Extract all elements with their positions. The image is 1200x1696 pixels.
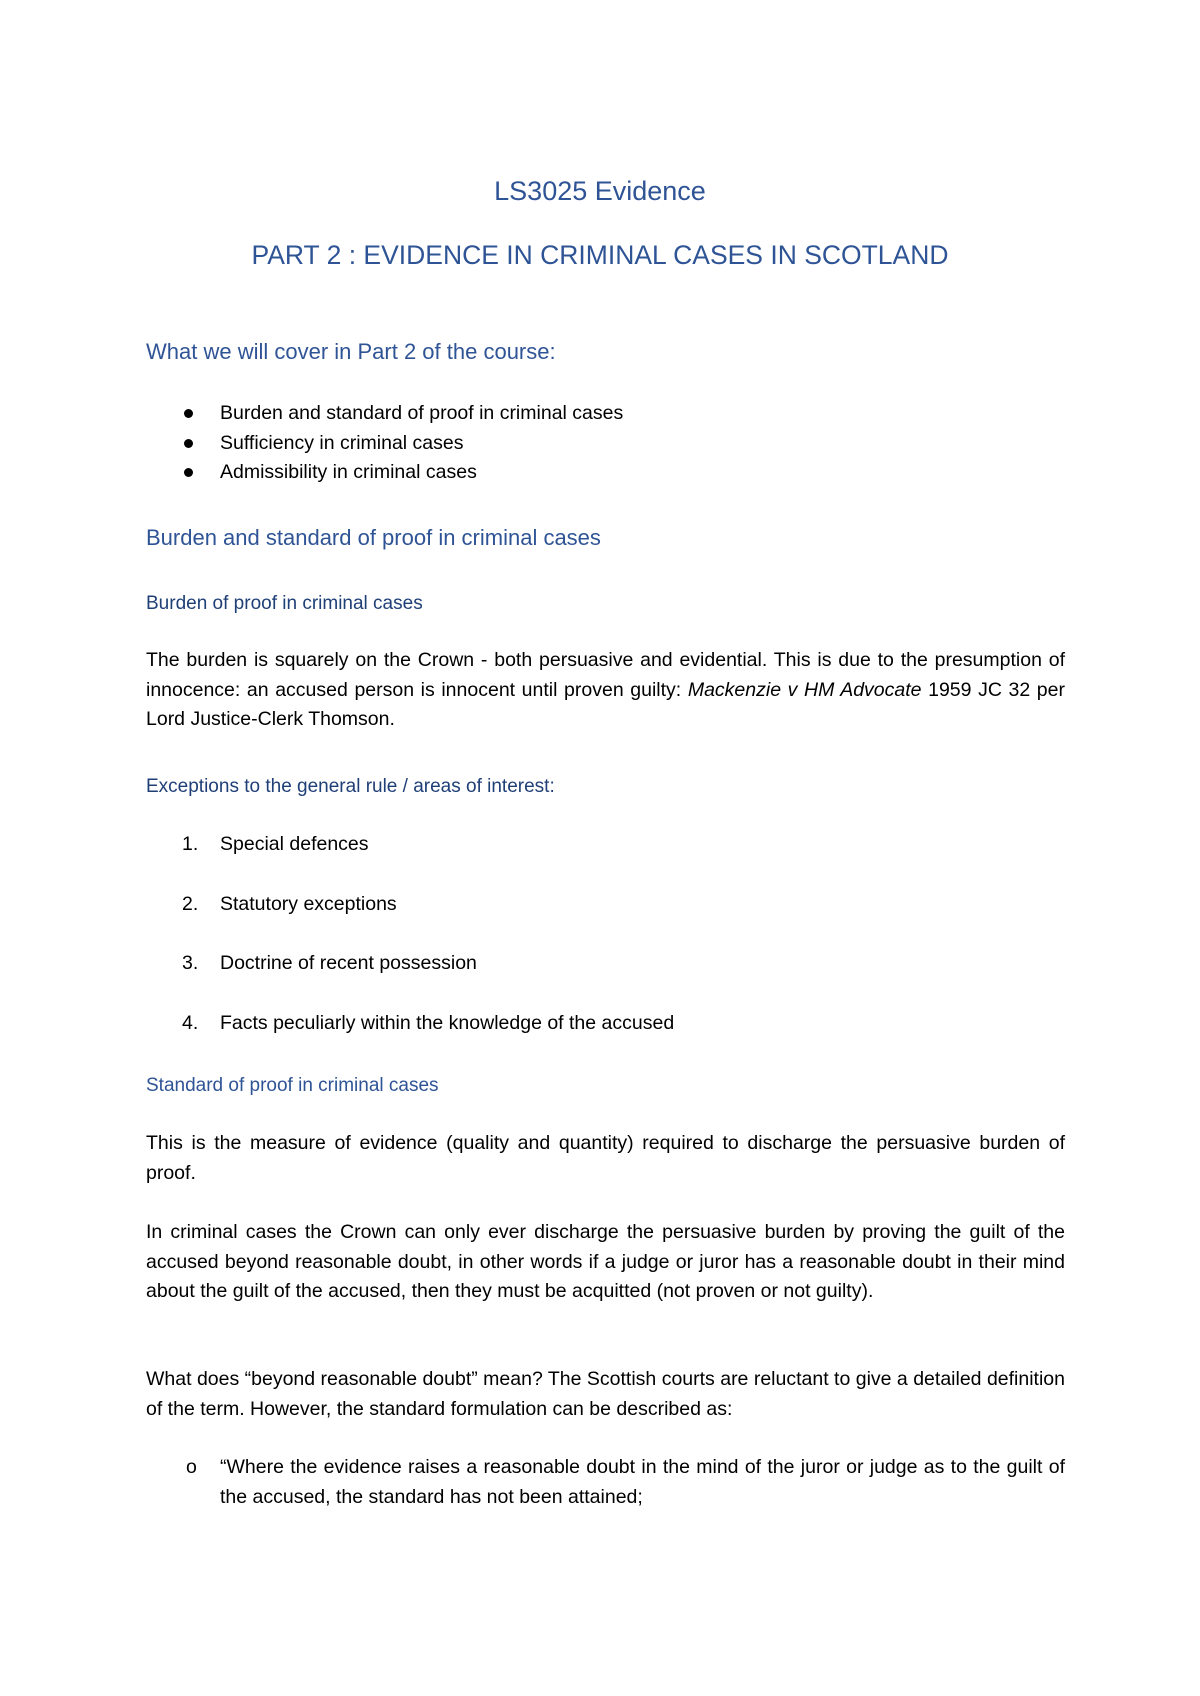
bullet-icon: [184, 439, 193, 448]
part-title: PART 2 : EVIDENCE IN CRIMINAL CASES IN SCOTLAND: [251, 240, 949, 270]
document-title: LS3025 Evidence: [494, 176, 706, 206]
list-item: 3. Doctrine of recent possession: [182, 952, 477, 974]
standard-heading: Standard of proof in criminal cases: [146, 1075, 439, 1096]
list-item: 4. Facts peculiarly within the knowledge of the accused: [182, 1011, 675, 1034]
standard-paragraph-3: What does “beyond reasonable doubt” mean? The Scottish courts are reluctant to give a detailed definition of the term. However, the standard formulation can be described as:: [146, 1368, 1065, 1420]
burden-heading: Burden of proof in criminal cases: [146, 593, 423, 614]
list-item: Admissibility in criminal cases: [146, 458, 1065, 488]
list-item: o “Where the evidence raises a reasonable doubt in the mind of the juror or judge as to the guilt of the accused, the standard has not been attained;: [146, 1453, 1065, 1512]
exceptions-heading: Exceptions to the general rule / areas of interest:: [146, 776, 555, 797]
list-item: 1. Special defences: [182, 833, 369, 855]
bullet-icon: [184, 468, 193, 477]
case-name: Mackenzie v HM Advocate: [687, 678, 922, 701]
standard-paragraph-2: In criminal cases the Crown can only ever discharge the persuasive burden by proving the guilt of the accused beyond reasonable doubt, in other words if a judge or juror has a reasonable doubt in their mind about the guilt of the accused, then they must be acquitted (not proven or not guilty).: [146, 1221, 1065, 1302]
overview-heading: What we will cover in Part 2 of the course:: [146, 339, 556, 364]
standard-paragraph-1: This is the measure of evidence (quality and quantity) required to discharge the persuasive burden of proof.: [146, 1132, 1065, 1184]
burden-paragraph: The burden is squarely on the Crown - both persuasive and evidential. This is due to the presumption of innocence: an accused person is innocent until proven guilty: Mackenzie v HM Advocate 1959 JC 32 per Lord Justice-Clerk Thomson.: [146, 649, 1065, 730]
quote-list: [146, 1453, 1065, 1512]
list-item: Burden and standard of proof in criminal cases: [146, 399, 1065, 429]
list-item: Sufficiency in criminal cases: [146, 429, 1065, 459]
bullet-icon: [184, 409, 193, 418]
overview-list: [146, 399, 1065, 488]
section-heading: Burden and standard of proof in criminal cases: [146, 525, 601, 550]
circle-bullet-icon: o: [186, 1456, 197, 1478]
list-item: 2. Statutory exceptions: [182, 892, 397, 915]
exceptions-list: [146, 830, 1065, 1068]
